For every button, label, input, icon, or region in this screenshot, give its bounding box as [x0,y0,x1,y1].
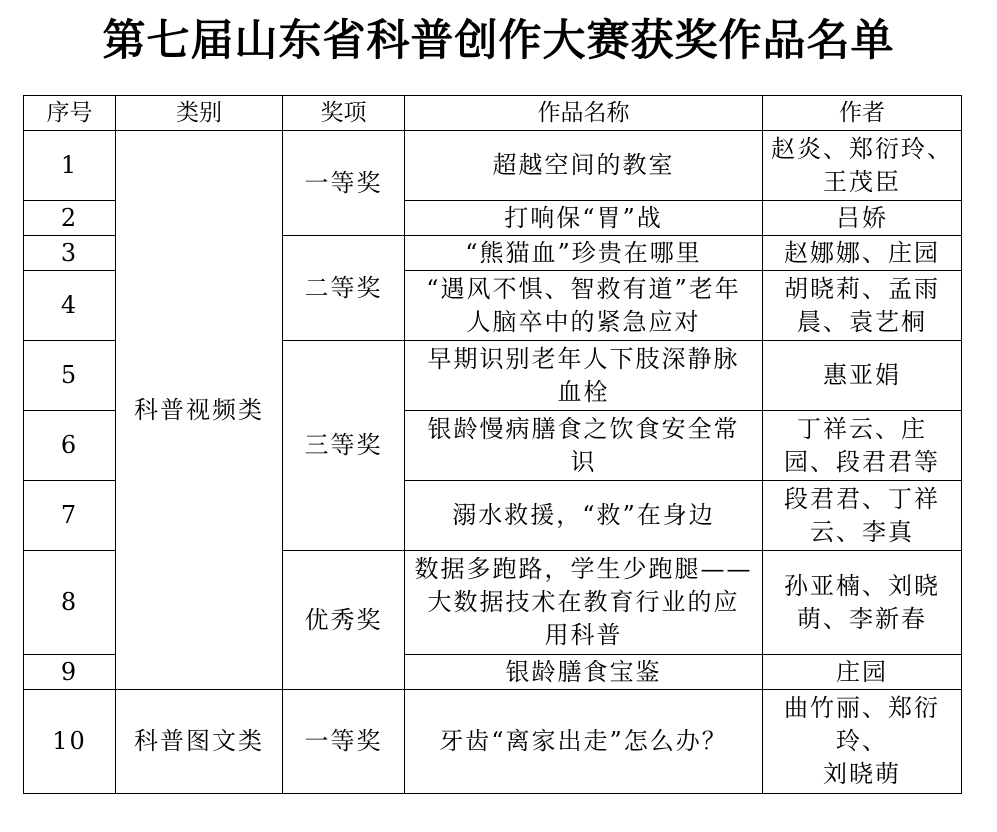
award-cell: 三等奖 [283,341,405,551]
award-cell: 一等奖 [283,131,405,236]
row-index: 5 [24,341,116,411]
work-author: 丁祥云、庄 园、段君君等 [763,411,962,481]
table-row [24,690,962,794]
row-index: 4 [24,271,116,341]
work-title: 数据多跑路，学生少跑腿—— 大数据技术在教育行业的应 用科普 [405,551,763,655]
header-award: 奖项 [283,96,405,131]
award-cell: 优秀奖 [283,551,405,690]
work-title: “遇风不惧、智救有道”老年 人脑卒中的紧急应对 [405,271,763,341]
work-author: 段君君、丁祥 云、李真 [763,481,962,551]
work-author: 孙亚楠、刘晓 萌、李新春 [763,551,962,655]
work-title: 溺水救援，“救”在身边 [405,481,763,551]
row-index: 6 [24,411,116,481]
header-category: 类别 [116,96,283,131]
table-row [24,131,962,201]
row-index: 1 [24,131,116,201]
work-title: 牙齿“离家出走”怎么办？ [405,690,763,794]
work-author: 惠亚娟 [763,341,962,411]
work-title: “熊猫血”珍贵在哪里 [405,236,763,271]
work-title: 超越空间的教室 [405,131,763,201]
row-index: 10 [24,690,116,794]
work-author: 赵炎、郑衍玲、 王茂臣 [763,131,962,201]
row-index: 9 [24,655,116,690]
work-author: 吕娇 [763,201,962,236]
header-index: 序号 [24,96,116,131]
work-author: 胡晓莉、孟雨 晨、袁艺桐 [763,271,962,341]
category-cell: 科普视频类 [116,131,283,690]
header-author: 作者 [763,96,962,131]
table-header-row [24,96,962,131]
row-index: 7 [24,481,116,551]
work-author: 曲竹丽、郑衍 玲、 刘晓萌 [763,690,962,794]
work-title: 银龄膳食宝鉴 [405,655,763,690]
work-title: 银龄慢病膳食之饮食安全常 识 [405,411,763,481]
category-cell: 科普图文类 [116,690,283,794]
row-index: 3 [24,236,116,271]
awards-table [23,95,962,794]
work-title: 早期识别老年人下肢深静脉 血栓 [405,341,763,411]
award-cell: 二等奖 [283,236,405,341]
header-work: 作品名称 [405,96,763,131]
row-index: 8 [24,551,116,655]
work-author: 赵娜娜、庄园 [763,236,962,271]
work-title: 打响保“胃”战 [405,201,763,236]
page-title: 第七届山东省科普创作大赛获奖作品名单 [102,16,895,66]
work-author: 庄园 [763,655,962,690]
award-cell: 一等奖 [283,690,405,794]
row-index: 2 [24,201,116,236]
